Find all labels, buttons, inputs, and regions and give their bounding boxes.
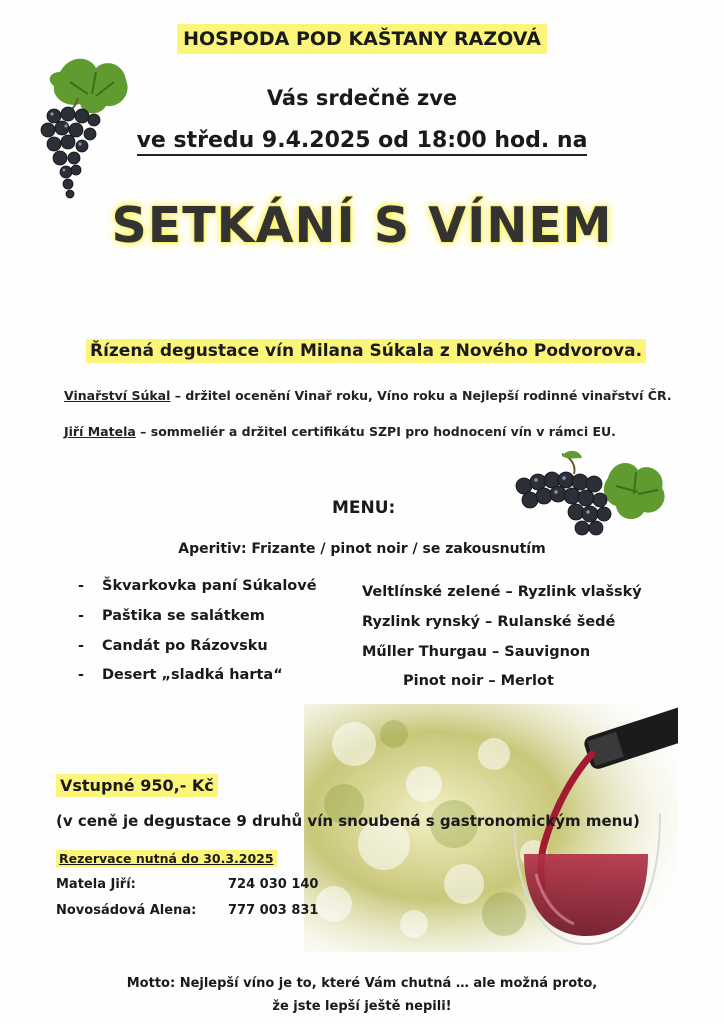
price-note: (v ceně je degustace 9 druhů vín snoubená s gastronomickým menu) [56, 812, 640, 830]
wine-pair: Pinot noir – Merlot [403, 673, 554, 689]
food-item-label: Desert „sladká harta“ [102, 667, 283, 683]
event-date-text: ve středu 9.4.2025 od 18:00 hod. na [137, 128, 588, 156]
sommelier-name: Jiří Matela [64, 424, 136, 439]
sommelier-desc: – sommeliér a držitel certifikátu SZPI pro hodnocení vín v rámci EU. [135, 424, 616, 439]
event-date-line [0, 128, 724, 153]
sommelier-info [64, 424, 616, 439]
aperitiv-line: Aperitiv: Frizante / pinot noir / se zakousnutím [178, 541, 546, 557]
venue-name: HOSPODA POD KAŠTANY RAZOVÁ [177, 24, 547, 54]
contact-phone: 777 003 831 [228, 903, 319, 918]
venue-header [0, 28, 724, 50]
event-title: SETKÁNÍ S VÍNEM [111, 197, 613, 254]
winery-info [64, 388, 672, 403]
grapes-icon [512, 444, 672, 544]
winery-desc: – držitel ocenění Vinař roku, Víno roku a Nejlepší rodinné vinařství ČR. [170, 388, 672, 403]
wine-pair: Veltlínské zelené – Ryzlink vlašský [362, 584, 642, 600]
wine-pair: Műller Thurgau – Sauvignon [362, 644, 591, 660]
food-item-label: Škvarkovka paní Súkalové [102, 578, 317, 594]
food-item-label: Paštika se salátkem [102, 608, 265, 624]
food-item: - Škvarkovka paní Súkalové [78, 578, 317, 594]
food-item: - Desert „sladká harta“ [78, 667, 283, 683]
tasting-subtitle: Řízená degustace vín Milana Súkala z Nového Podvorova. [86, 339, 646, 363]
motto [0, 972, 724, 1018]
motto-line-2: že jste lepší ještě nepili! [272, 999, 452, 1014]
winery-name: Vinařství Súkal [64, 388, 171, 403]
contact-name: Novosádová Alena: [56, 903, 197, 918]
food-item: - Paštika se salátkem [78, 608, 265, 624]
motto-line-1: Motto: Nejlepší víno je to, které Vám chutná … ale možná proto, [126, 976, 598, 991]
food-item: - Candát po Rázovsku [78, 638, 268, 654]
wine-pair: Ryzlink rynský – Rulanské šedé [362, 614, 616, 630]
contact-phone: 724 030 140 [228, 877, 319, 892]
price-label: Vstupné 950,- Kč [56, 774, 218, 797]
grape-cluster-icon [40, 54, 132, 200]
food-item-label: Candát po Rázovsku [102, 638, 268, 654]
menu-heading: MENU: [332, 498, 396, 518]
invitation-line: Vás srdečně zve [266, 86, 458, 110]
reservation-deadline: Rezervace nutná do 30.3.2025 [56, 850, 277, 867]
contact-name: Matela Jiří: [56, 877, 136, 892]
